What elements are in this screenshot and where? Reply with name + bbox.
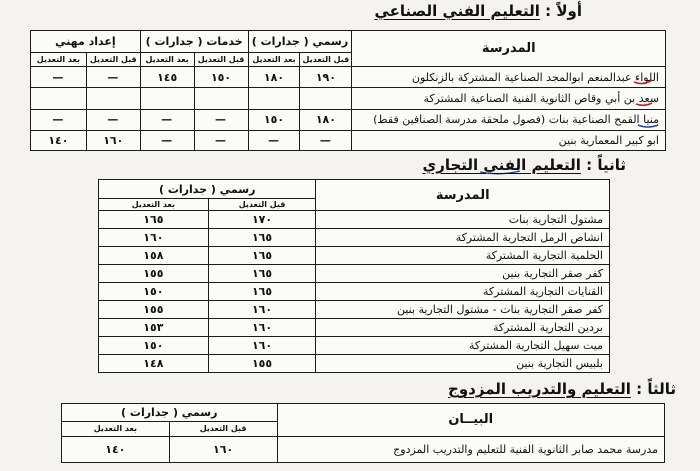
value-cell: —	[300, 130, 352, 150]
value-cell	[86, 88, 140, 109]
group-header-vocational: إعداد مهني	[31, 31, 141, 53]
table-row	[31, 109, 666, 130]
value-cell: —	[140, 109, 194, 130]
dual-education-table	[61, 403, 665, 463]
sub-header-before: قبل التعديل	[208, 199, 316, 211]
group-header-official: رسمي ( جدارات )	[99, 180, 316, 199]
table-row	[99, 355, 610, 373]
value-cell: ١٥٠	[99, 337, 209, 355]
value-cell: ١٤٠	[62, 436, 170, 462]
school-name: مشتول التجارية بنات	[316, 211, 610, 229]
sub-header-after: بعد التعديل	[99, 199, 209, 211]
table-row	[99, 301, 610, 319]
sub-header-before: قبل التعديل	[194, 53, 248, 67]
section3-title	[448, 380, 676, 398]
value-cell: —	[31, 67, 87, 88]
value-cell	[248, 88, 300, 109]
value-cell: ١٩٠	[300, 67, 352, 88]
value-cell: ١٥٠	[194, 67, 248, 88]
value-cell: ١٦٥	[208, 265, 316, 283]
value-cell: ١٧٠	[208, 211, 316, 229]
sub-header-before: قبل التعديل	[169, 422, 277, 436]
value-cell: ١٦٠	[208, 337, 316, 355]
table-row	[99, 283, 610, 301]
section2-title-text: التعليم الفني التجاري	[422, 156, 581, 174]
value-cell: ١٥٥	[208, 355, 316, 373]
value-cell: ١٦٥	[208, 283, 316, 301]
sub-header-after: بعد التعديل	[140, 53, 194, 67]
industrial-table	[30, 30, 666, 151]
table-row	[99, 265, 610, 283]
commercial-table	[98, 179, 610, 373]
value-cell: ١٦٥	[99, 211, 209, 229]
table-row	[62, 436, 665, 462]
school-name: منيا القمح الصناعية بنات (فصول ملحقة مدرسة الصنافين فقط)	[352, 109, 666, 130]
table-header-school: المدرسة	[316, 180, 610, 211]
value-cell: ١٦٥	[208, 229, 316, 247]
table-row	[99, 247, 610, 265]
school-name: ابو كبير المعمارية بنين	[352, 130, 666, 150]
value-cell: —	[194, 109, 248, 130]
value-cell: ١٥٠	[99, 283, 209, 301]
table-row	[31, 130, 666, 150]
sub-header-after: بعد التعديل	[31, 53, 87, 67]
table-row	[99, 319, 610, 337]
sub-header-before: قبل التعديل	[86, 53, 140, 67]
school-name: كفر صقر التجارية بنين	[316, 265, 610, 283]
value-cell: —	[86, 67, 140, 88]
school-name: بلبيس التجارية بنين	[316, 355, 610, 373]
school-name: القنايات التجارية المشتركة	[316, 283, 610, 301]
school-name: كفر صقر التجارية بنات - مشتول التجارية بنين	[316, 301, 610, 319]
table-header-school: المدرسة	[352, 31, 666, 67]
section2-title-prefix: ثانياً :	[586, 156, 626, 174]
value-cell: ١٤٠	[31, 130, 87, 150]
value-cell	[31, 88, 87, 109]
school-name: بردين التجارية المشتركة	[316, 319, 610, 337]
value-cell: —	[140, 130, 194, 150]
table-row	[31, 67, 666, 88]
group-header-official: رسمي ( جدارات )	[248, 31, 352, 53]
sub-header-after: بعد التعديل	[62, 422, 170, 436]
sub-header-after: بعد التعديل	[248, 53, 300, 67]
group-header-official: رسمي ( جدارات )	[62, 404, 278, 422]
value-cell: ١٤٨	[99, 355, 209, 373]
value-cell	[300, 88, 352, 109]
school-name: الحلمية التجارية المشتركة	[316, 247, 610, 265]
value-cell: ١٦٠	[86, 130, 140, 150]
value-cell: —	[248, 130, 300, 150]
value-cell: ١٥٥	[99, 301, 209, 319]
value-cell: —	[31, 109, 87, 130]
value-cell: ١٦٠	[208, 301, 316, 319]
section3-title-text: التعليم والتدريب المزدوج	[448, 380, 631, 398]
value-cell: ١٦٠	[169, 436, 277, 462]
school-name: مدرسة محمد صابر الثانوية الفنية للتعليم والتدريب المزدوج	[277, 436, 665, 462]
table-row	[99, 229, 610, 247]
value-cell: ١٥٨	[99, 247, 209, 265]
value-cell: ١٦٥	[208, 247, 316, 265]
table-row	[99, 337, 610, 355]
value-cell: ١٤٥	[140, 67, 194, 88]
value-cell: ١٥٣	[99, 319, 209, 337]
value-cell: ١٦٠	[99, 229, 209, 247]
value-cell: ١٨٠	[300, 109, 352, 130]
section2-title	[422, 156, 626, 174]
value-cell: ١٦٠	[208, 319, 316, 337]
sub-header-before: قبل التعديل	[300, 53, 352, 67]
value-cell	[140, 88, 194, 109]
table-row	[31, 88, 666, 109]
section1-title-text: التعليم الفني الصناعي	[374, 2, 540, 20]
value-cell: —	[86, 109, 140, 130]
school-name: اللواء عبدالمنعم ابوالمجد الصناعية المشتركة بالزنكلون	[352, 67, 666, 88]
value-cell	[194, 88, 248, 109]
section3-title-prefix: ثالثاً :	[636, 380, 676, 398]
value-cell: —	[194, 130, 248, 150]
school-name: سعد بن أبي وقاص الثانوية الفنية الصناعية المشتركة	[352, 88, 666, 109]
value-cell: ١٨٠	[248, 67, 300, 88]
group-header-services: خدمات ( جدارات )	[140, 31, 248, 53]
school-name: انشاص الرمل التجارية المشتركة	[316, 229, 610, 247]
value-cell: ١٥٠	[248, 109, 300, 130]
table-header-statement: البيــان	[277, 404, 665, 437]
school-name: ميت سهيل التجارية المشتركة	[316, 337, 610, 355]
table-row	[99, 211, 610, 229]
section1-title-prefix: أولاً :	[545, 2, 582, 20]
value-cell: ١٥٥	[99, 265, 209, 283]
section1-title	[374, 2, 582, 20]
